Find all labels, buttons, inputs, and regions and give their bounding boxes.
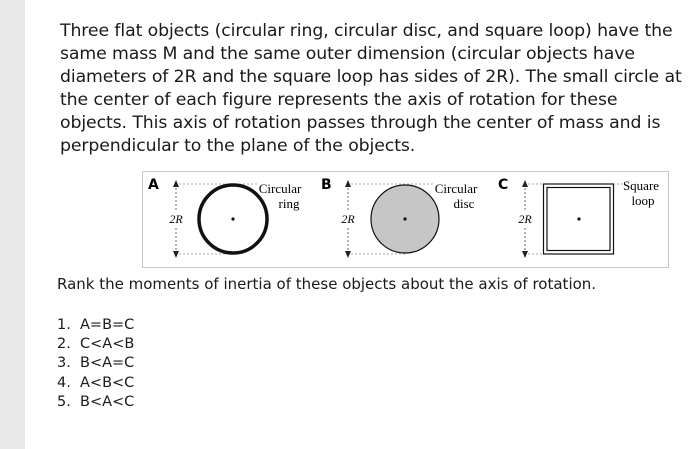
panel-a-dimension: 2R [169, 212, 183, 226]
question-line: diameters of 2R and the square loop has sides of 2R). The small circle at [60, 67, 682, 87]
ranking-prompt: Rank the moments of inertia of these objects about the axis of rotation. [57, 275, 597, 293]
panel-b [321, 177, 478, 258]
left-margin-bar [0, 0, 25, 449]
panel-c-caption-line2: loop [631, 193, 655, 208]
panel-a-caption-line2: ring [278, 196, 300, 211]
figure-svg [143, 172, 668, 267]
option-text: C<A<B [80, 336, 135, 353]
arrow-down-icon [522, 251, 528, 258]
option-number: 4. [57, 374, 71, 391]
option-text: B<A<C [80, 393, 135, 410]
panel-a [148, 177, 302, 258]
panel-b-caption-line1: Circular [434, 181, 478, 196]
panel-b-letter: B [321, 177, 332, 193]
panel-a-letter: A [148, 177, 159, 193]
question-line: Three flat objects (circular ring, circular disc, and square loop) have the [60, 21, 673, 41]
question-line: objects. This axis of rotation passes through the center of mass and is [60, 113, 661, 133]
arrow-down-icon [345, 251, 351, 258]
panel-c [498, 177, 659, 258]
option-text: A<B<C [80, 374, 135, 391]
question-line: the center of each figure represents the axis of rotation for these [60, 90, 618, 110]
option-number: 1. [57, 317, 71, 333]
answer-option[interactable] [57, 316, 134, 335]
option-text: B<A=C [80, 355, 135, 372]
answer-option[interactable] [57, 354, 134, 373]
answer-option[interactable] [57, 335, 134, 354]
panel-b-caption-line2: disc [453, 196, 475, 211]
option-number: 3. [57, 355, 71, 372]
objects-figure [142, 171, 669, 268]
option-number: 2. [57, 336, 71, 353]
option-number: 5. [57, 393, 71, 410]
panel-b-dimension: 2R [341, 212, 355, 226]
arrow-up-icon [522, 180, 528, 187]
arrow-up-icon [173, 180, 179, 187]
question-line: perpendicular to the plane of the objects. [60, 136, 416, 156]
arrow-up-icon [345, 180, 351, 187]
question-line: same mass M and the same outer dimension (circular objects have [60, 44, 635, 64]
panel-c-caption-line1: Square [622, 178, 660, 193]
rotation-axis-dot [577, 217, 580, 220]
rotation-axis-dot [403, 217, 406, 220]
rotation-axis-dot [231, 217, 234, 220]
question-text [60, 20, 690, 158]
answer-options [57, 316, 134, 412]
panel-c-letter: C [498, 177, 509, 193]
answer-option[interactable] [57, 393, 134, 412]
panel-a-caption-line1: Circular [258, 181, 302, 196]
panel-c-dimension: 2R [518, 212, 532, 226]
option-text: A=B=C [80, 317, 135, 333]
arrow-down-icon [173, 251, 179, 258]
answer-option[interactable] [57, 374, 134, 393]
